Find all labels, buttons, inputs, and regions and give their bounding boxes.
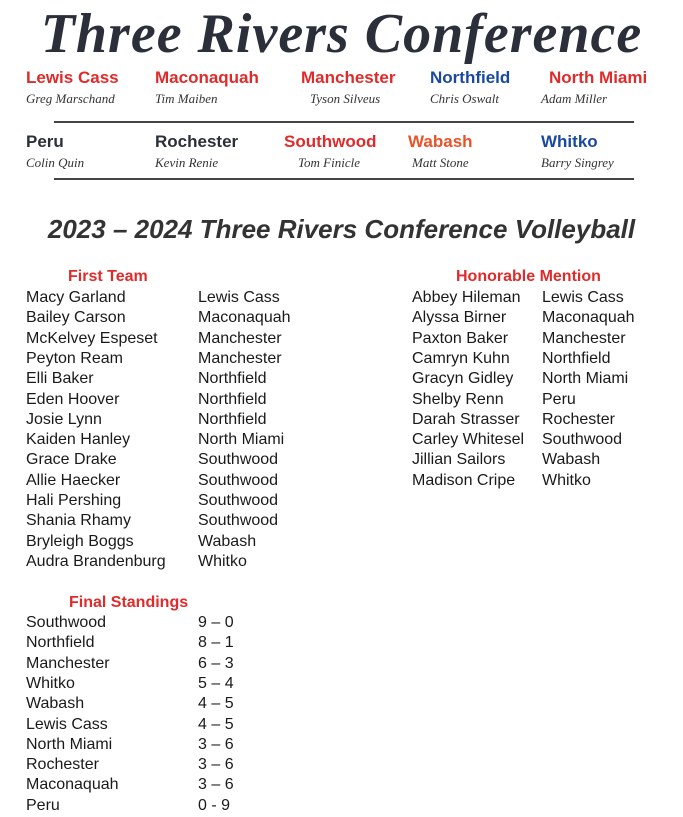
player-school: Lewis Cass xyxy=(542,289,624,306)
player-school: Wabash xyxy=(198,532,257,550)
divider-line-1 xyxy=(54,121,634,123)
divider-line-2 xyxy=(54,178,634,180)
player-school: Rochester xyxy=(542,410,615,428)
standings-record: 4 – 5 xyxy=(198,695,234,713)
final-standings-heading: Final Standings xyxy=(69,594,189,611)
player-name: Shelby Renn xyxy=(412,390,504,408)
player-name: Allie Haecker xyxy=(26,471,121,489)
player-name: Peyton Ream xyxy=(26,349,123,367)
player-name: Jillian Sailors xyxy=(412,451,506,469)
school-name: Maconaquah xyxy=(155,68,259,87)
school-name: Manchester xyxy=(301,68,396,87)
coach-name: Tim Maiben xyxy=(155,91,218,106)
school-name: Lewis Cass xyxy=(26,68,119,87)
player-name: Carley Whitesel xyxy=(412,431,525,449)
standings-record: 8 – 1 xyxy=(198,634,234,652)
coach-name: Colin Quin xyxy=(26,155,85,170)
coach-name: Greg Marschand xyxy=(26,91,115,106)
player-school: Northfield xyxy=(198,390,267,408)
standings-record: 9 – 0 xyxy=(198,614,234,631)
standings-team: Wabash xyxy=(26,695,85,713)
player-school: Southwood xyxy=(542,431,623,449)
standings-team: Whitko xyxy=(26,674,75,692)
school-name: Southwood xyxy=(284,132,377,151)
page-title: Three Rivers Conference xyxy=(40,3,643,65)
player-name: Paxton Baker xyxy=(412,329,509,347)
player-name: Bailey Carson xyxy=(26,309,126,327)
player-school: Manchester xyxy=(198,329,282,347)
player-school: Northfield xyxy=(198,370,267,388)
player-name: Gracyn Gidley xyxy=(412,370,514,388)
player-school: Northfield xyxy=(198,410,267,428)
standings-record: 3 – 6 xyxy=(198,735,234,753)
standings-team: North Miami xyxy=(26,735,113,753)
player-school: Manchester xyxy=(198,349,282,367)
volleyball-subtitle: 2023 – 2024 Three Rivers Conference Volleyball xyxy=(47,214,636,244)
player-name: Shania Rhamy xyxy=(26,512,131,530)
player-name: Grace Drake xyxy=(26,451,117,469)
standings-record: 3 – 6 xyxy=(198,756,234,774)
standings-team: Peru xyxy=(26,796,60,814)
coach-name: Adam Miller xyxy=(541,91,608,106)
standings-team: Lewis Cass xyxy=(26,715,108,733)
player-school: Whitko xyxy=(542,471,591,489)
standings-team: Rochester xyxy=(26,756,99,774)
player-name: Josie Lynn xyxy=(26,410,102,428)
standings-record: 6 – 3 xyxy=(198,654,234,672)
player-name: Darah Strasser xyxy=(412,410,520,428)
player-school: Lewis Cass xyxy=(198,289,280,306)
standings-record: 3 – 6 xyxy=(198,776,234,794)
player-school: Manchester xyxy=(542,329,626,347)
player-name: Camryn Kuhn xyxy=(412,349,510,367)
honorable-mention-heading: Honorable Mention xyxy=(456,268,601,285)
standings-team: Southwood xyxy=(26,614,107,631)
standings-record: 4 – 5 xyxy=(198,715,234,733)
first-team-heading: First Team xyxy=(68,268,148,285)
player-school: Southwood xyxy=(198,492,279,509)
school-name: Whitko xyxy=(541,132,598,151)
player-name: Eden Hoover xyxy=(26,390,120,408)
player-school: Peru xyxy=(542,390,576,408)
player-school: Southwood xyxy=(198,471,279,489)
coach-name: Kevin Renie xyxy=(155,155,219,170)
school-name: Northfield xyxy=(430,68,511,87)
school-name: North Miami xyxy=(549,68,648,87)
player-name: McKelvey Espeset xyxy=(26,329,158,347)
player-school: Northfield xyxy=(542,349,611,367)
player-name: Bryleigh Boggs xyxy=(26,532,134,550)
player-school: Southwood xyxy=(198,451,279,469)
player-name: Alyssa Birner xyxy=(412,309,507,327)
standings-record: 0 - 9 xyxy=(198,796,231,814)
player-school: Wabash xyxy=(542,451,601,469)
school-name: Rochester xyxy=(155,132,239,151)
coach-name: Chris Oswalt xyxy=(430,91,499,106)
standings-team: Manchester xyxy=(26,654,110,672)
player-school: Maconaquah xyxy=(198,309,291,327)
player-name: Macy Garland xyxy=(26,289,126,306)
standings-team: Maconaquah xyxy=(26,776,119,794)
player-school: Whitko xyxy=(198,552,247,570)
player-school: North Miami xyxy=(198,431,285,449)
player-school: Southwood xyxy=(198,512,279,530)
player-name: Audra Brandenburg xyxy=(26,552,166,570)
player-name: Madison Cripe xyxy=(412,471,516,489)
school-name: Peru xyxy=(26,132,64,151)
coach-name: Tyson Silveus xyxy=(310,91,381,106)
player-name: Kaiden Hanley xyxy=(26,431,131,449)
player-name: Hali Pershing xyxy=(26,492,122,509)
coach-name: Matt Stone xyxy=(412,155,469,170)
coach-name: Barry Singrey xyxy=(541,155,614,170)
standings-team: Northfield xyxy=(26,634,95,652)
school-name: Wabash xyxy=(408,132,473,151)
player-name: Elli Baker xyxy=(26,370,94,388)
player-name: Abbey Hileman xyxy=(412,289,521,306)
standings-record: 5 – 4 xyxy=(198,674,234,692)
player-school: North Miami xyxy=(542,370,629,388)
player-school: Maconaquah xyxy=(542,309,635,327)
coach-name: Tom Finicle xyxy=(298,155,360,170)
